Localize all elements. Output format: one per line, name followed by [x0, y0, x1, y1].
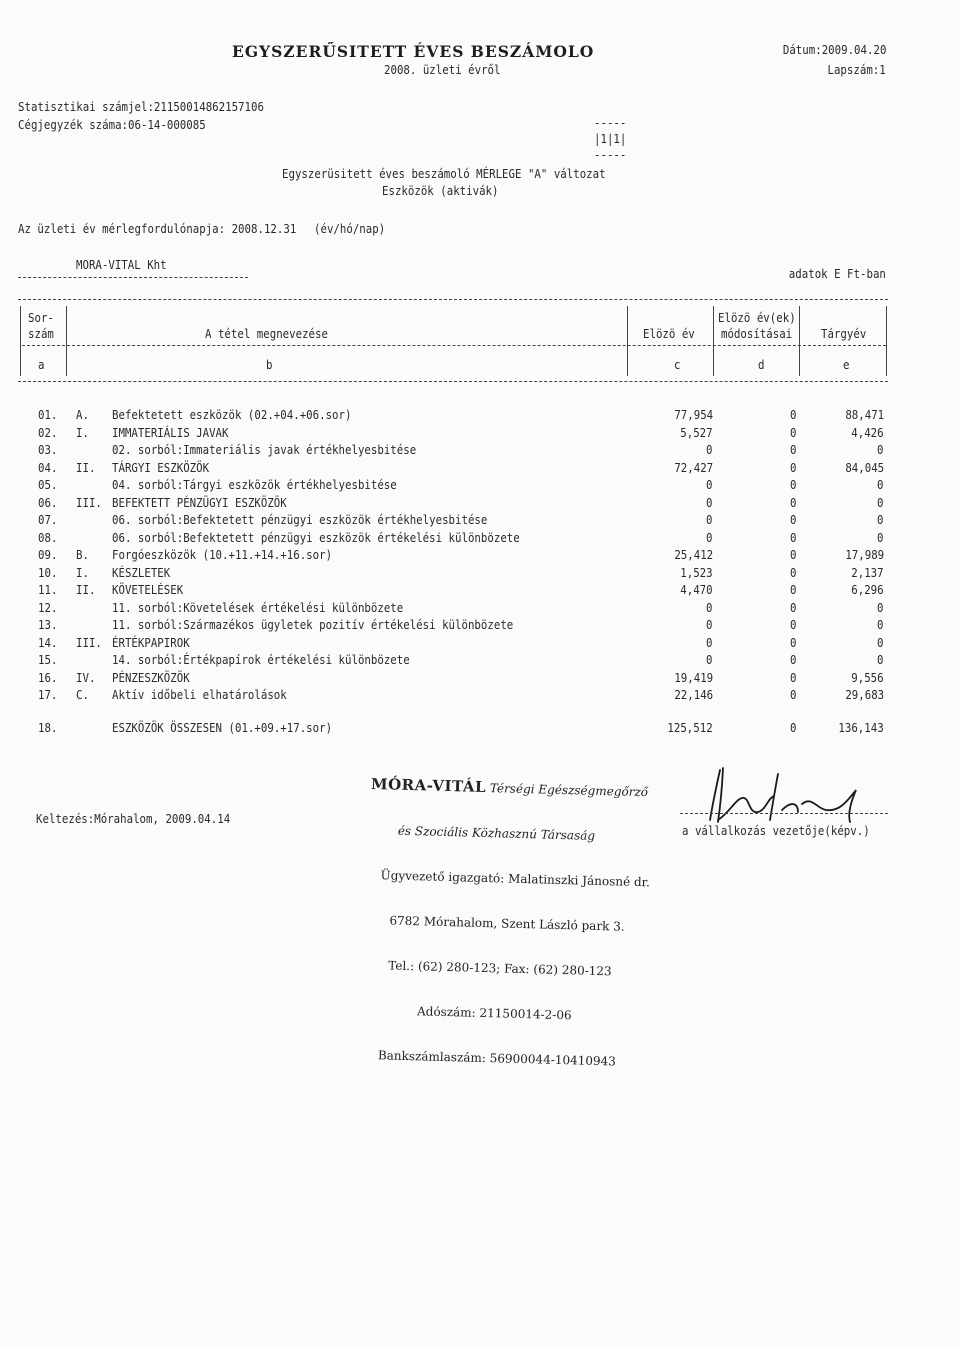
- row-current-year: 0: [877, 495, 884, 510]
- row-number: 18.: [38, 720, 58, 735]
- row-adjustments: 0: [790, 687, 797, 702]
- row-number: 14.: [38, 635, 58, 650]
- row-previous-year: 0: [706, 652, 713, 667]
- handwritten-signature: [690, 760, 890, 830]
- row-number: 13.: [38, 617, 58, 632]
- form-box-bottom: -----: [594, 147, 627, 162]
- col-a-label: a: [38, 357, 45, 372]
- report-section: Eszközök (aktivák): [382, 183, 499, 198]
- row-current-year: 29,683: [845, 687, 884, 702]
- row-previous-year: 22,146: [674, 687, 713, 702]
- unit-label: adatok E Ft-ban: [788, 266, 886, 281]
- row-number: 02.: [38, 425, 58, 440]
- header-item-name: A tétel megnevezése: [205, 326, 328, 341]
- row-label: BEFEKTETT PÉNZÜGYI ESZKÖZÖK: [112, 495, 287, 510]
- row-previous-year: 19,419: [674, 670, 713, 685]
- row-code: I.: [76, 425, 89, 440]
- row-number: 01.: [38, 407, 58, 422]
- row-label: 06. sorból:Befektetett pénzügyi eszközök értékelési különbözete: [112, 530, 520, 545]
- stamp-tax-id: Adószám: 21150014-2-06: [416, 1004, 572, 1023]
- row-current-year: 9,556: [851, 670, 884, 685]
- row-previous-year: 0: [706, 617, 713, 632]
- place-and-date: Keltezés:Mórahalom, 2009.04.14: [36, 811, 231, 826]
- row-adjustments: 0: [790, 720, 797, 735]
- row-previous-year: 4,470: [680, 582, 713, 597]
- row-code: B.: [76, 547, 89, 562]
- page-number: Lapszám:1: [827, 62, 886, 77]
- row-previous-year: 25,412: [674, 547, 713, 562]
- header-previous-year: Elözö év: [643, 326, 695, 341]
- row-previous-year: 0: [706, 512, 713, 527]
- row-code: IV.: [76, 670, 96, 685]
- row-previous-year: 72,427: [674, 460, 713, 475]
- row-number: 11.: [38, 582, 58, 597]
- row-number: 17.: [38, 687, 58, 702]
- row-current-year: 0: [877, 477, 884, 492]
- statistical-id: Statisztikai számjel:21150014862157106: [18, 99, 264, 114]
- row-adjustments: 0: [790, 670, 797, 685]
- row-number: 10.: [38, 565, 58, 580]
- row-label: 06. sorból:Befektetett pénzügyi eszközök értékhelyesbitése: [112, 512, 488, 527]
- header-sor: Sor-: [28, 310, 54, 325]
- header-szam: szám: [28, 326, 54, 341]
- stamp-phone: Tel.: (62) 280-123; Fax: (62) 280-123: [388, 958, 612, 979]
- table-divider-b: [627, 306, 628, 376]
- row-previous-year: 5,527: [680, 425, 713, 440]
- row-adjustments: 0: [790, 600, 797, 615]
- row-adjustments: 0: [790, 495, 797, 510]
- row-adjustments: 0: [790, 512, 797, 527]
- table-frame-left: [20, 306, 21, 376]
- row-number: 16.: [38, 670, 58, 685]
- row-adjustments: 0: [790, 530, 797, 545]
- row-current-year: 6,296: [851, 582, 884, 597]
- row-adjustments: 0: [790, 635, 797, 650]
- date-label: Dátum:2009.04.20: [782, 42, 886, 57]
- row-code: A.: [76, 407, 89, 422]
- table-header-midrule: [22, 345, 886, 346]
- row-number: 03.: [38, 442, 58, 457]
- row-current-year: 17,989: [845, 547, 884, 562]
- table-divider-d: [799, 306, 800, 376]
- form-box-top: -----: [594, 115, 627, 130]
- report-name: Egyszerüsitett éves beszámoló MÉRLEGE "A" változat: [282, 166, 606, 181]
- row-current-year: 0: [877, 530, 884, 545]
- row-code: I.: [76, 565, 89, 580]
- stamp-line-3: Ügyvezető igazgató: Malatinszki Jánosné dr.: [380, 868, 651, 890]
- table-header-bottom-rule: [18, 381, 888, 382]
- row-current-year: 136,143: [838, 720, 884, 735]
- row-previous-year: 0: [706, 600, 713, 615]
- row-adjustments: 0: [790, 477, 797, 492]
- row-previous-year: 77,954: [674, 407, 713, 422]
- row-previous-year: 0: [706, 442, 713, 457]
- row-label: 04. sorból:Tárgyi eszközök értékhelyesbitése: [112, 477, 397, 492]
- row-adjustments: 0: [790, 442, 797, 457]
- stamp-company-name: MÓRA-VITÁL: [370, 774, 487, 796]
- table-divider-c: [713, 306, 714, 376]
- row-label: TÁRGYI ESZKÖZÖK: [112, 460, 210, 475]
- signer-title: a vállalkozás vezetője(képv.): [682, 823, 870, 838]
- row-adjustments: 0: [790, 460, 797, 475]
- row-previous-year: 0: [706, 477, 713, 492]
- form-box-code: |1|1|: [594, 131, 627, 146]
- row-previous-year: 125,512: [667, 720, 713, 735]
- row-adjustments: 0: [790, 582, 797, 597]
- row-number: 15.: [38, 652, 58, 667]
- row-adjustments: 0: [790, 617, 797, 632]
- document-subtitle: 2008. üzleti évről: [384, 62, 501, 77]
- table-frame-right: [886, 306, 887, 376]
- row-current-year: 0: [877, 442, 884, 457]
- stamp-line-2: és Szociális Közhasznú Társaság: [397, 823, 596, 843]
- row-adjustments: 0: [790, 565, 797, 580]
- company-name: MORA-VITAL Kht: [76, 257, 167, 272]
- row-previous-year: 1,523: [680, 565, 713, 580]
- row-current-year: 0: [877, 617, 884, 632]
- header-prior-adjustments-2: módosításai: [721, 326, 793, 341]
- company-registry-number: Cégjegyzék száma:06-14-000085: [18, 117, 206, 132]
- row-label: Befektetett eszközök (02.+04.+06.sor): [112, 407, 352, 422]
- stamp-company-type: Térségi Egészségmegőrző: [489, 781, 649, 800]
- row-label: Aktív időbeli elhatárolások: [112, 687, 287, 702]
- row-label: 11. sorból:Követelések értékelési különbözete: [112, 600, 404, 615]
- col-d-label: d: [758, 357, 765, 372]
- col-e-label: e: [843, 357, 850, 372]
- row-current-year: 0: [877, 600, 884, 615]
- row-code: III.: [76, 495, 102, 510]
- row-label: 14. sorból:Értékpapírok értékelési különbözete: [112, 652, 410, 667]
- row-number: 05.: [38, 477, 58, 492]
- col-b-label: b: [266, 357, 273, 372]
- row-current-year: 84,045: [845, 460, 884, 475]
- row-adjustments: 0: [790, 652, 797, 667]
- row-number: 12.: [38, 600, 58, 615]
- table-divider-a: [66, 306, 67, 376]
- row-previous-year: 0: [706, 495, 713, 510]
- row-current-year: 88,471: [845, 407, 884, 422]
- table-top-rule: [18, 299, 888, 300]
- row-code: II.: [76, 460, 96, 475]
- row-number: 07.: [38, 512, 58, 527]
- header-current-year: Tárgyév: [821, 326, 867, 341]
- row-label: KÉSZLETEK: [112, 565, 171, 580]
- row-label: PÉNZESZKÖZÖK: [112, 670, 190, 685]
- document-title: EGYSZERŰSITETT ÉVES BESZÁMOLO: [232, 42, 595, 61]
- company-stamp: [363, 747, 653, 1085]
- company-underline: [18, 277, 248, 278]
- row-number: 09.: [38, 547, 58, 562]
- row-previous-year: 0: [706, 635, 713, 650]
- row-label: ESZKÖZÖK ÖSSZESEN (01.+09.+17.sor): [112, 720, 333, 735]
- row-number: 06.: [38, 495, 58, 510]
- row-number: 04.: [38, 460, 58, 475]
- signature-line: [680, 813, 888, 814]
- row-label: 11. sorból:Származékos ügyletek pozitív értékelési különbözete: [112, 617, 514, 632]
- row-code: III.: [76, 635, 102, 650]
- row-current-year: 0: [877, 652, 884, 667]
- row-number: 08.: [38, 530, 58, 545]
- stamp-address: 6782 Mórahalom, Szent László park 3.: [389, 913, 625, 934]
- row-code: II.: [76, 582, 96, 597]
- row-current-year: 0: [877, 635, 884, 650]
- row-adjustments: 0: [790, 425, 797, 440]
- stamp-bank-account: Bankszámlaszám: 56900044-10410943: [377, 1048, 617, 1069]
- row-label: 02. sorból:Immateriális javak értékhelyesbitése: [112, 442, 417, 457]
- row-adjustments: 0: [790, 407, 797, 422]
- row-label: IMMATERIÁLIS JAVAK: [112, 425, 229, 440]
- row-label: Forgóeszközök (10.+11.+14.+16.sor): [112, 547, 333, 562]
- col-c-label: c: [674, 357, 681, 372]
- closing-date: Az üzleti év mérlegfordulónapja: 2008.12.31: [18, 221, 297, 236]
- row-code: C.: [76, 687, 89, 702]
- row-label: ÉRTÉKPAPIROK: [112, 635, 190, 650]
- header-prior-adjustments-1: Elözö év(ek): [718, 310, 796, 325]
- row-adjustments: 0: [790, 547, 797, 562]
- row-previous-year: 0: [706, 530, 713, 545]
- date-format-hint: (év/hó/nap): [314, 221, 386, 236]
- row-current-year: 4,426: [851, 425, 884, 440]
- row-current-year: 0: [877, 512, 884, 527]
- row-label: KÖVETELÉSEK: [112, 582, 184, 597]
- row-current-year: 2,137: [851, 565, 884, 580]
